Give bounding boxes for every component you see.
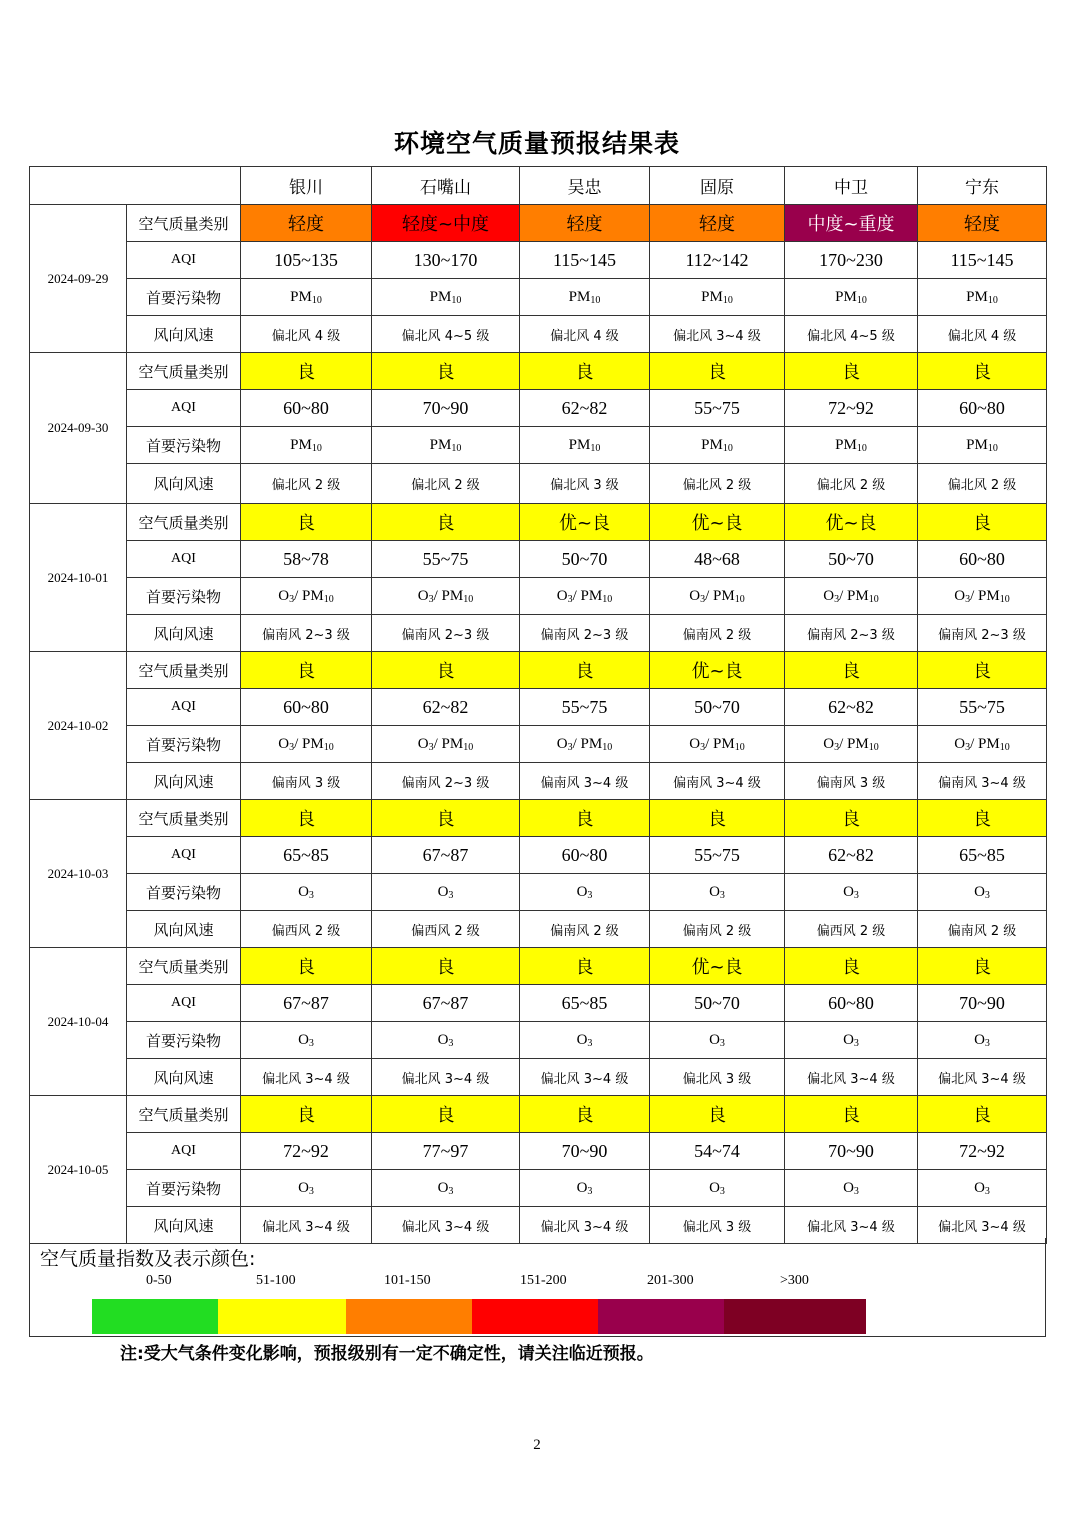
table-row <box>30 763 1047 800</box>
row-label: AQI <box>127 242 241 279</box>
city-header: 宁东 <box>918 167 1047 205</box>
aqi-category-cell: 良 <box>650 353 785 390</box>
pollutant-cell: $PM_{10}$ <box>241 427 372 464</box>
wind-cell: 偏北风 2 级 <box>650 464 785 504</box>
pollutant-cell: $O_3$ <box>650 1170 785 1207</box>
legend-swatch <box>346 1299 472 1334</box>
row-label: 空气质量类别 <box>127 1096 241 1133</box>
table-row <box>30 1170 1047 1207</box>
pollutant-cell: $O_3$ <box>241 1170 372 1207</box>
wind-cell: 偏北风 3~4 级 <box>785 1059 918 1096</box>
city-header: 吴忠 <box>520 167 650 205</box>
aqi-category-cell: 良 <box>241 353 372 390</box>
table-row <box>30 390 1047 427</box>
pollutant-cell: $O_3/$ $PM_{10}$ <box>785 726 918 763</box>
aqi-value-cell: 67~87 <box>241 985 372 1022</box>
header-row <box>30 167 1047 205</box>
aqi-category-cell: 良 <box>918 652 1047 689</box>
aqi-value-cell: 50~70 <box>650 985 785 1022</box>
table-row <box>30 1022 1047 1059</box>
row-label: 首要污染物 <box>127 1170 241 1207</box>
aqi-value-cell: 55~75 <box>918 689 1047 726</box>
row-label: 风向风速 <box>127 763 241 800</box>
pollutant-cell: $PM_{10}$ <box>918 279 1047 316</box>
aqi-value-cell: 72~92 <box>785 390 918 427</box>
aqi-value-cell: 105~135 <box>241 242 372 279</box>
wind-cell: 偏西风 2 级 <box>785 911 918 948</box>
wind-cell: 偏北风 4~5 级 <box>372 316 520 353</box>
aqi-value-cell: 60~80 <box>241 689 372 726</box>
pollutant-cell: $O_3/$ $PM_{10}$ <box>372 578 520 615</box>
wind-cell: 偏北风 2 级 <box>241 464 372 504</box>
pollutant-cell: $O_3$ <box>785 874 918 911</box>
pollutant-cell: $O_3$ <box>520 1022 650 1059</box>
wind-cell: 偏北风 3 级 <box>520 464 650 504</box>
aqi-value-cell: 50~70 <box>520 541 650 578</box>
row-label: 空气质量类别 <box>127 652 241 689</box>
aqi-category-cell: 良 <box>650 1096 785 1133</box>
pollutant-cell: $O_3/$ $PM_{10}$ <box>785 578 918 615</box>
aqi-category-cell: 轻度 <box>650 205 785 242</box>
pollutant-cell: $O_3/$ $PM_{10}$ <box>520 578 650 615</box>
pollutant-cell: $O_3/$ $PM_{10}$ <box>650 578 785 615</box>
table-row <box>30 800 1047 837</box>
wind-cell: 偏南风 2 级 <box>650 911 785 948</box>
aqi-legend <box>29 1238 1046 1337</box>
pollutant-cell: $O_3/$ $PM_{10}$ <box>918 578 1047 615</box>
table-row <box>30 279 1047 316</box>
aqi-category-cell: 优~良 <box>650 504 785 541</box>
aqi-value-cell: 55~75 <box>372 541 520 578</box>
aqi-value-cell: 112~142 <box>650 242 785 279</box>
aqi-value-cell: 60~80 <box>785 985 918 1022</box>
legend-swatch <box>218 1299 346 1334</box>
wind-cell: 偏北风 2 级 <box>785 464 918 504</box>
forecast-date: 2024-10-05 <box>30 1096 127 1244</box>
pollutant-cell: $O_3$ <box>785 1022 918 1059</box>
aqi-value-cell: 70~90 <box>785 1133 918 1170</box>
aqi-category-cell: 良 <box>372 800 520 837</box>
row-label: 空气质量类别 <box>127 948 241 985</box>
header-blank <box>30 167 241 205</box>
legend-range-label: 151-200 <box>520 1273 567 1288</box>
pollutant-cell: $O_3$ <box>785 1170 918 1207</box>
aqi-value-cell: 65~85 <box>241 837 372 874</box>
pollutant-cell: $O_3$ <box>918 1022 1047 1059</box>
aqi-category-cell: 轻度~中度 <box>372 205 520 242</box>
pollutant-cell: $PM_{10}$ <box>372 427 520 464</box>
wind-cell: 偏北风 2 级 <box>918 464 1047 504</box>
row-label: 风向风速 <box>127 1207 241 1244</box>
pollutant-cell: $O_3/$ $PM_{10}$ <box>520 726 650 763</box>
wind-cell: 偏南风 3~4 级 <box>650 763 785 800</box>
table-row <box>30 948 1047 985</box>
pollutant-cell: $O_3$ <box>372 874 520 911</box>
aqi-category-cell: 良 <box>372 1096 520 1133</box>
legend-swatch <box>92 1299 218 1334</box>
row-label: 风向风速 <box>127 1059 241 1096</box>
aqi-category-cell: 良 <box>372 948 520 985</box>
legend-swatch <box>724 1299 866 1334</box>
wind-cell: 偏北风 3~4 级 <box>918 1207 1047 1244</box>
aqi-value-cell: 62~82 <box>520 390 650 427</box>
wind-cell: 偏北风 2 级 <box>372 464 520 504</box>
aqi-value-cell: 48~68 <box>650 541 785 578</box>
pollutant-cell: $PM_{10}$ <box>372 279 520 316</box>
wind-cell: 偏北风 4~5 级 <box>785 316 918 353</box>
table-row <box>30 911 1047 948</box>
pollutant-cell: $O_3$ <box>372 1170 520 1207</box>
row-label: 空气质量类别 <box>127 353 241 390</box>
forecast-date: 2024-10-02 <box>30 652 127 800</box>
pollutant-cell: $O_3$ <box>520 1170 650 1207</box>
pollutant-cell: $PM_{10}$ <box>650 279 785 316</box>
aqi-category-cell: 轻度 <box>241 205 372 242</box>
wind-cell: 偏北风 3~4 级 <box>520 1059 650 1096</box>
pollutant-cell: $O_3$ <box>650 1022 785 1059</box>
pollutant-cell: $O_3/$ $PM_{10}$ <box>241 578 372 615</box>
wind-cell: 偏南风 2~3 级 <box>372 763 520 800</box>
wind-cell: 偏北风 3~4 级 <box>372 1207 520 1244</box>
wind-cell: 偏北风 4 级 <box>918 316 1047 353</box>
aqi-category-cell: 良 <box>785 353 918 390</box>
aqi-category-cell: 中度~重度 <box>785 205 918 242</box>
table-row <box>30 726 1047 763</box>
pollutant-cell: $O_3/$ $PM_{10}$ <box>918 726 1047 763</box>
aqi-category-cell: 良 <box>918 948 1047 985</box>
wind-cell: 偏南风 2~3 级 <box>520 615 650 652</box>
wind-cell: 偏北风 4 级 <box>520 316 650 353</box>
legend-swatch <box>598 1299 724 1334</box>
row-label: 风向风速 <box>127 464 241 504</box>
aqi-category-cell: 良 <box>372 652 520 689</box>
pollutant-cell: $O_3$ <box>241 874 372 911</box>
wind-cell: 偏北风 3~4 级 <box>372 1059 520 1096</box>
aqi-value-cell: 54~74 <box>650 1133 785 1170</box>
aqi-value-cell: 55~75 <box>650 390 785 427</box>
wind-cell: 偏北风 3~4 级 <box>650 316 785 353</box>
row-label: AQI <box>127 689 241 726</box>
aqi-category-cell: 良 <box>785 1096 918 1133</box>
row-label: AQI <box>127 837 241 874</box>
wind-cell: 偏南风 2 级 <box>918 911 1047 948</box>
table-row <box>30 427 1047 464</box>
table-row <box>30 1133 1047 1170</box>
wind-cell: 偏南风 3~4 级 <box>918 763 1047 800</box>
row-label: 首要污染物 <box>127 279 241 316</box>
pollutant-cell: $PM_{10}$ <box>241 279 372 316</box>
aqi-category-cell: 良 <box>241 504 372 541</box>
forecast-note: 注:受大气条件变化影响，预报级别有一定不确定性，请关注临近预报。 <box>120 1344 654 1364</box>
forecast-date: 2024-10-04 <box>30 948 127 1096</box>
aqi-category-cell: 良 <box>918 504 1047 541</box>
table-row <box>30 578 1047 615</box>
wind-cell: 偏西风 2 级 <box>241 911 372 948</box>
aqi-category-cell: 良 <box>372 504 520 541</box>
aqi-value-cell: 55~75 <box>520 689 650 726</box>
wind-cell: 偏南风 3 级 <box>241 763 372 800</box>
table-row <box>30 1059 1047 1096</box>
aqi-value-cell: 115~145 <box>918 242 1047 279</box>
table-row <box>30 316 1047 353</box>
aqi-category-cell: 良 <box>520 1096 650 1133</box>
row-label: AQI <box>127 541 241 578</box>
page-number: 2 <box>533 1437 541 1453</box>
table-row <box>30 464 1047 504</box>
table-row <box>30 353 1047 390</box>
table-row <box>30 652 1047 689</box>
aqi-category-cell: 良 <box>785 948 918 985</box>
pollutant-cell: $PM_{10}$ <box>918 427 1047 464</box>
row-label: 空气质量类别 <box>127 800 241 837</box>
aqi-category-cell: 良 <box>520 353 650 390</box>
aqi-category-cell: 良 <box>372 353 520 390</box>
forecast-table <box>29 166 1047 1244</box>
city-header: 固原 <box>650 167 785 205</box>
legend-range-label: 0-50 <box>146 1273 172 1288</box>
forecast-date: 2024-09-29 <box>30 205 127 353</box>
row-label: 空气质量类别 <box>127 504 241 541</box>
aqi-category-cell: 良 <box>241 800 372 837</box>
row-label: AQI <box>127 390 241 427</box>
aqi-category-cell: 良 <box>520 800 650 837</box>
legend-title: 空气质量指数及表示颜色: <box>40 1248 256 1270</box>
aqi-category-cell: 优~良 <box>650 652 785 689</box>
forecast-date: 2024-09-30 <box>30 353 127 504</box>
aqi-category-cell: 良 <box>520 652 650 689</box>
row-label: AQI <box>127 1133 241 1170</box>
aqi-value-cell: 70~90 <box>520 1133 650 1170</box>
forecast-date: 2024-10-01 <box>30 504 127 652</box>
legend-swatch <box>472 1299 598 1334</box>
aqi-category-cell: 良 <box>241 1096 372 1133</box>
table-row <box>30 874 1047 911</box>
aqi-value-cell: 65~85 <box>918 837 1047 874</box>
aqi-value-cell: 72~92 <box>241 1133 372 1170</box>
wind-cell: 偏北风 3~4 级 <box>241 1207 372 1244</box>
aqi-value-cell: 62~82 <box>372 689 520 726</box>
aqi-category-cell: 良 <box>650 800 785 837</box>
aqi-value-cell: 170~230 <box>785 242 918 279</box>
row-label: AQI <box>127 985 241 1022</box>
row-label: 首要污染物 <box>127 1022 241 1059</box>
table-row <box>30 205 1047 242</box>
wind-cell: 偏南风 3 级 <box>785 763 918 800</box>
aqi-value-cell: 67~87 <box>372 985 520 1022</box>
pollutant-cell: $O_3$ <box>918 874 1047 911</box>
aqi-category-cell: 良 <box>918 353 1047 390</box>
row-label: 空气质量类别 <box>127 205 241 242</box>
aqi-category-cell: 良 <box>241 652 372 689</box>
aqi-value-cell: 62~82 <box>785 837 918 874</box>
wind-cell: 偏南风 2~3 级 <box>372 615 520 652</box>
pollutant-cell: $PM_{10}$ <box>520 427 650 464</box>
aqi-value-cell: 72~92 <box>918 1133 1047 1170</box>
forecast-date: 2024-10-03 <box>30 800 127 948</box>
pollutant-cell: $O_3$ <box>650 874 785 911</box>
page-title: 环境空气质量预报结果表 <box>393 129 680 158</box>
aqi-value-cell: 60~80 <box>918 541 1047 578</box>
legend-range-label: 101-150 <box>384 1273 431 1288</box>
aqi-value-cell: 60~80 <box>241 390 372 427</box>
pollutant-cell: $O_3$ <box>372 1022 520 1059</box>
aqi-category-cell: 优~良 <box>520 504 650 541</box>
table-row <box>30 615 1047 652</box>
row-label: 首要污染物 <box>127 874 241 911</box>
table-row <box>30 837 1047 874</box>
aqi-value-cell: 60~80 <box>520 837 650 874</box>
legend-range-label: >300 <box>780 1273 809 1288</box>
wind-cell: 偏南风 2~3 级 <box>918 615 1047 652</box>
aqi-category-cell: 良 <box>918 1096 1047 1133</box>
wind-cell: 偏北风 3 级 <box>650 1059 785 1096</box>
row-label: 首要污染物 <box>127 578 241 615</box>
wind-cell: 偏南风 3~4 级 <box>520 763 650 800</box>
aqi-category-cell: 轻度 <box>918 205 1047 242</box>
aqi-value-cell: 67~87 <box>372 837 520 874</box>
wind-cell: 偏北风 3~4 级 <box>918 1059 1047 1096</box>
aqi-category-cell: 良 <box>241 948 372 985</box>
table-row <box>30 541 1047 578</box>
wind-cell: 偏南风 2~3 级 <box>241 615 372 652</box>
wind-cell: 偏北风 3~4 级 <box>520 1207 650 1244</box>
aqi-value-cell: 70~90 <box>918 985 1047 1022</box>
row-label: 风向风速 <box>127 911 241 948</box>
wind-cell: 偏西风 2 级 <box>372 911 520 948</box>
wind-cell: 偏南风 2~3 级 <box>785 615 918 652</box>
pollutant-cell: $O_3/$ $PM_{10}$ <box>241 726 372 763</box>
city-header: 中卫 <box>785 167 918 205</box>
row-label: 风向风速 <box>127 615 241 652</box>
aqi-value-cell: 50~70 <box>785 541 918 578</box>
city-header: 银川 <box>241 167 372 205</box>
row-label: 首要污染物 <box>127 427 241 464</box>
city-header: 石嘴山 <box>372 167 520 205</box>
pollutant-cell: $O_3$ <box>520 874 650 911</box>
wind-cell: 偏北风 3~4 级 <box>785 1207 918 1244</box>
legend-range-label: 51-100 <box>256 1273 296 1288</box>
aqi-category-cell: 良 <box>785 652 918 689</box>
aqi-value-cell: 50~70 <box>650 689 785 726</box>
table-row <box>30 1096 1047 1133</box>
pollutant-cell: $PM_{10}$ <box>785 427 918 464</box>
pollutant-cell: $PM_{10}$ <box>650 427 785 464</box>
table-row <box>30 504 1047 541</box>
aqi-value-cell: 130~170 <box>372 242 520 279</box>
legend-range-label: 201-300 <box>647 1273 694 1288</box>
table-row <box>30 689 1047 726</box>
row-label: 风向风速 <box>127 316 241 353</box>
wind-cell: 偏北风 3~4 级 <box>241 1059 372 1096</box>
pollutant-cell: $PM_{10}$ <box>785 279 918 316</box>
table-row <box>30 985 1047 1022</box>
row-label: 首要污染物 <box>127 726 241 763</box>
aqi-category-cell: 轻度 <box>520 205 650 242</box>
pollutant-cell: $O_3/$ $PM_{10}$ <box>650 726 785 763</box>
aqi-category-cell: 良 <box>918 800 1047 837</box>
aqi-value-cell: 77~97 <box>372 1133 520 1170</box>
aqi-value-cell: 65~85 <box>520 985 650 1022</box>
aqi-value-cell: 62~82 <box>785 689 918 726</box>
aqi-value-cell: 58~78 <box>241 541 372 578</box>
pollutant-cell: $PM_{10}$ <box>520 279 650 316</box>
table-row <box>30 242 1047 279</box>
aqi-value-cell: 115~145 <box>520 242 650 279</box>
aqi-value-cell: 55~75 <box>650 837 785 874</box>
wind-cell: 偏南风 2 级 <box>650 615 785 652</box>
aqi-category-cell: 优~良 <box>785 504 918 541</box>
aqi-category-cell: 良 <box>785 800 918 837</box>
wind-cell: 偏北风 3 级 <box>650 1207 785 1244</box>
aqi-category-cell: 良 <box>520 948 650 985</box>
pollutant-cell: $O_3$ <box>918 1170 1047 1207</box>
wind-cell: 偏南风 2 级 <box>520 911 650 948</box>
pollutant-cell: $O_3$ <box>241 1022 372 1059</box>
aqi-category-cell: 优~良 <box>650 948 785 985</box>
aqi-value-cell: 60~80 <box>918 390 1047 427</box>
aqi-value-cell: 70~90 <box>372 390 520 427</box>
wind-cell: 偏北风 4 级 <box>241 316 372 353</box>
pollutant-cell: $O_3/$ $PM_{10}$ <box>372 726 520 763</box>
